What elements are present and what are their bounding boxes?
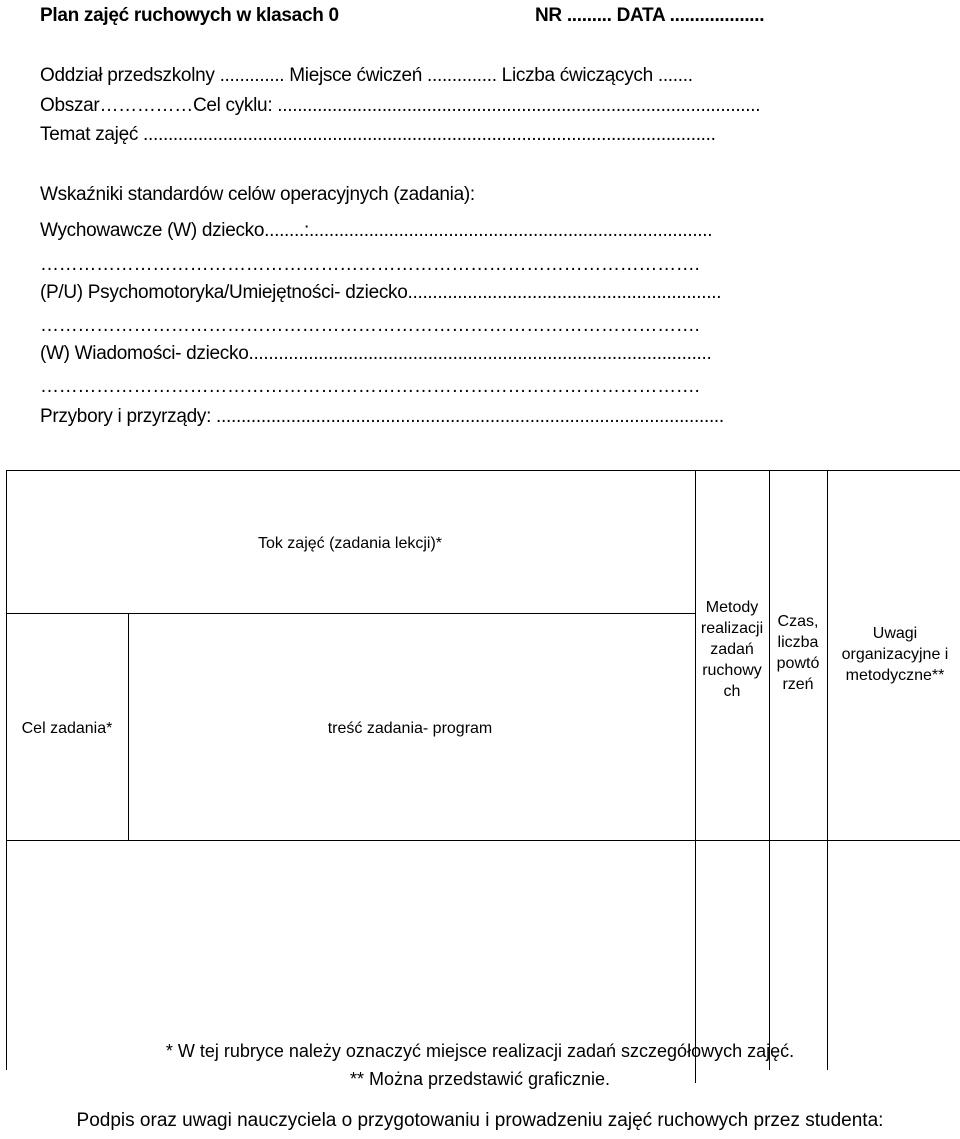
table-left-border bbox=[6, 470, 7, 1070]
psychomotor-goal-line[interactable]: (P/U) Psychomotoryka/Umiejętności- dziecko............................................................... bbox=[40, 282, 722, 303]
table-top-border bbox=[6, 470, 695, 471]
cel-column-divider bbox=[128, 613, 129, 840]
page-title: Plan zajęć ruchowych w klasach 0 bbox=[40, 5, 339, 26]
footnote-2: ** Można przedstawić graficznie. bbox=[349, 1069, 611, 1089]
signature-line[interactable]: Podpis oraz uwagi nauczyciela o przygotowaniu i prowadzeniu zajęć ruchowych przez studenta: bbox=[76, 1110, 884, 1131]
metody-column-left bbox=[695, 470, 696, 1083]
header-divider bbox=[6, 613, 695, 614]
header-bottom-border bbox=[6, 840, 960, 841]
col-header-tresc: treść zadania- program bbox=[327, 720, 493, 737]
footnote-1: * W tej rubryce należy oznaczyć miejsce realizacji zadań szczegółowych zajęć. bbox=[165, 1041, 795, 1061]
equipment-line[interactable]: Przybory i przyrządy: ...................................................................................................... bbox=[40, 406, 724, 427]
col-header-czas: Czas, liczba powtó rzeń bbox=[776, 613, 820, 693]
knowledge-goal-line[interactable]: (W) Wiadomości- dziecko............................................................................................. bbox=[40, 343, 712, 364]
tok-header: Tok zajęć (zadania lekcji)* bbox=[257, 535, 443, 552]
uwagi-column-left bbox=[827, 470, 828, 1070]
lesson-topic-line[interactable]: Temat zajęć ................................................................................................................... bbox=[40, 124, 716, 145]
area-cycle-goal-line[interactable]: Obszar……………Cel cyklu: ................................................................................................. bbox=[40, 95, 761, 116]
col-header-cel: Cel zadania* bbox=[21, 720, 113, 737]
educational-goal-line[interactable]: Wychowawcze (W) dziecko........:................................................................................. bbox=[40, 220, 713, 241]
col-header-uwagi: Uwagi organizacyjne i metodyczne** bbox=[841, 625, 949, 684]
psychomotor-goal-dots[interactable]: ……………………………………………………………………………………………. bbox=[40, 315, 700, 336]
educational-goal-dots[interactable]: ……………………………………………………………………………………………. bbox=[40, 254, 700, 275]
nr-date-field[interactable]: NR ......... DATA ................... bbox=[535, 5, 765, 26]
czas-column-left bbox=[769, 470, 770, 1070]
col-header-metody: Metody realizacji zadań ruchowy ch bbox=[700, 599, 764, 700]
knowledge-goal-dots[interactable]: ……………………………………………………………………………………………. bbox=[40, 376, 700, 397]
right-columns-top bbox=[695, 470, 960, 471]
class-place-count-line[interactable]: Oddział przedszkolny ............. Miejsce ćwiczeń .............. Liczba ćwiczących ....... bbox=[40, 65, 693, 86]
indicators-title: Wskaźniki standardów celów operacyjnych (zadania): bbox=[40, 184, 475, 205]
